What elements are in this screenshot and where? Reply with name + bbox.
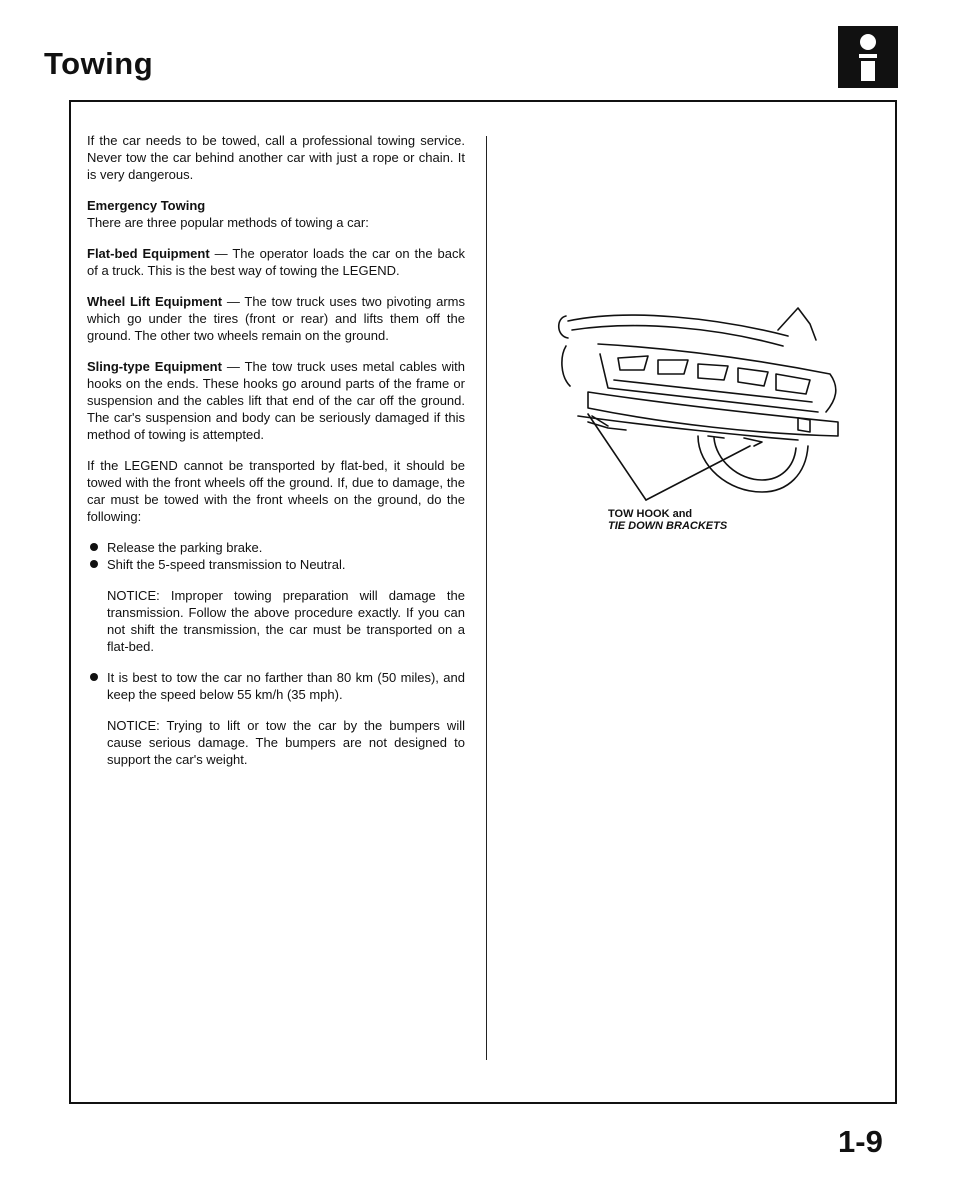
flatbed-label: Flat-bed Equipment [87, 246, 210, 261]
sling-text: — The tow truck uses metal cables with hooks on the ends. These hooks go around parts of the frame or suspension and the cables lift that end of the car off the ground. The car's suspension and body can be seriously damaged if this method of towing is attempted. [87, 359, 465, 442]
page-title: Towing [44, 46, 154, 81]
car-front-diagram [548, 296, 848, 526]
figure-caption [608, 508, 727, 532]
towing-distance-list [87, 669, 465, 703]
flatbed-text: — The operator loads the car on the back of a truck. This is the best way of towing the LEGEND. [87, 246, 465, 278]
caption-line-2: TIE DOWN BRACKETS [608, 520, 728, 532]
wheel-lift-text: — The tow truck uses two pivoting arms which go under the tires (front or rear) and lifts them off the ground. The other two wheels remain on the ground. [87, 294, 465, 343]
emergency-towing-text: There are three popular methods of towing a car: [87, 215, 369, 230]
legend-paragraph: If the LEGEND cannot be transported by flat-bed, it should be towed with the front wheels off the ground. If, due to damage, the car must be towed with the front wheels on the ground, do the following: [87, 458, 465, 524]
caption-line-1: TOW HOOK and [608, 508, 693, 520]
wheel-lift-paragraph [87, 293, 465, 344]
column-divider [486, 136, 487, 1060]
info-section-badge [838, 26, 898, 88]
emergency-towing-section [87, 197, 465, 231]
flatbed-paragraph [87, 245, 465, 279]
info-icon [838, 26, 898, 88]
list-item: Release the parking brake. [87, 539, 465, 556]
tow-hook-illustration [548, 296, 848, 526]
emergency-towing-heading: Emergency Towing [87, 198, 206, 213]
notice-transmission: NOTICE: Improper towing preparation will damage the transmission. Follow the above procedure exactly. If you can not shift the transmission, the car must be transported on a flat-bed. [107, 588, 465, 654]
intro-paragraph: If the car needs to be towed, call a professional towing service. Never tow the car behind another car with just a rope or chain. It is very dangerous. [87, 133, 465, 182]
list-item: Shift the 5-speed transmission to Neutral. [87, 556, 465, 573]
towing-instructions [87, 132, 465, 782]
sling-label: Sling-type Equipment [87, 359, 222, 374]
towing-steps-list [87, 539, 465, 573]
list-item: It is best to tow the car no farther than 80 km (50 miles), and keep the speed below 55 km/h (35 mph). [87, 669, 465, 703]
sling-paragraph [87, 358, 465, 443]
page-number: 1-9 [838, 1124, 883, 1159]
wheel-lift-label: Wheel Lift Equipment [87, 294, 223, 309]
notice-bumpers: NOTICE: Trying to lift or tow the car by the bumpers will cause serious damage. The bumpers are not designed to support the car's weight. [107, 718, 465, 767]
